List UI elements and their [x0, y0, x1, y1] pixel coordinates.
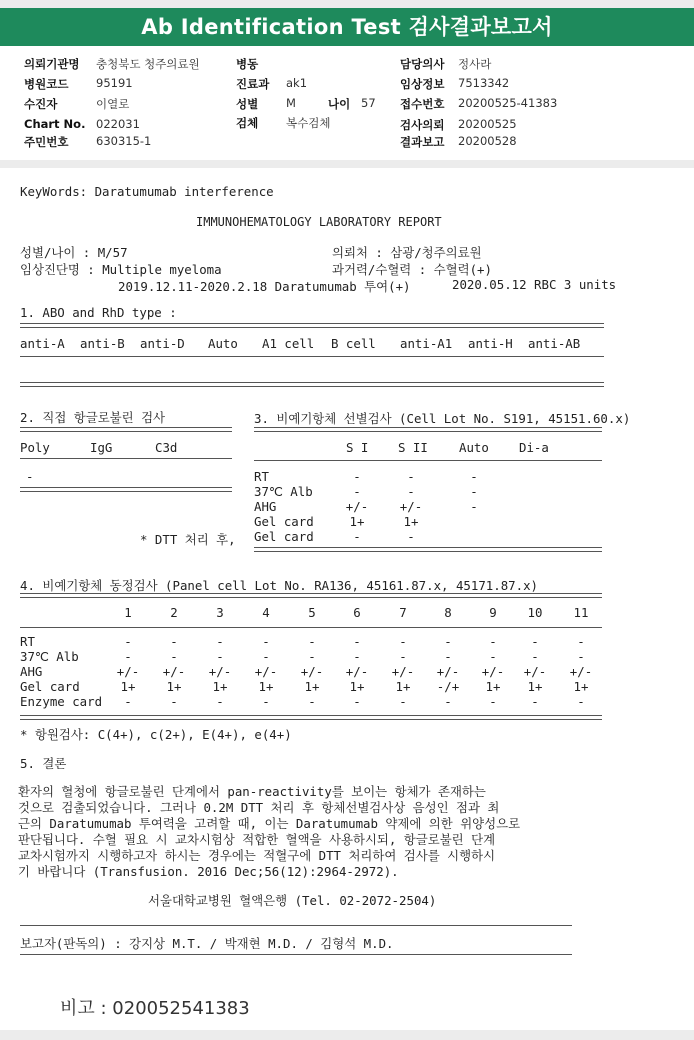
transfusion: 2020.05.12 RBC 3 units: [452, 277, 617, 292]
s1-h-anti-a: anti-A: [20, 336, 65, 351]
chart-value: 022031: [96, 117, 140, 131]
s4-cell: +/-: [391, 664, 415, 679]
s3-row-label: Gel card: [254, 514, 314, 529]
s4-col-header: 3: [216, 605, 224, 620]
conclusion-line: 기 바랍니다 (Transfusion. 2016 Dec;56(12):2964-2972).: [18, 864, 399, 879]
keywords: KeyWords: Daratumumab interference: [20, 184, 274, 199]
test-label: 검체: [236, 116, 259, 130]
s4-cell: -: [353, 694, 361, 709]
conclusion-line: 것으로 검출되었습니다. 그러나 0.2M DTT 처리 후 항체선별검사상 음성인 점과 최: [18, 800, 500, 815]
id-label: 주민번호: [24, 135, 69, 149]
report-title: Ab Identification Test 검사결과보고서: [0, 8, 694, 46]
s3-row-label: AHG: [254, 499, 277, 514]
conclusion-line: 근의 Daratumumab 투여력을 고려할 때, 이는 Daratumumab 약제에 의한 위양성으로: [18, 816, 521, 831]
requested-label: 검사의뢰: [400, 118, 445, 132]
clinical-value: 7513342: [458, 76, 510, 90]
s3-h-s1: S I: [346, 440, 369, 455]
conclusion-line: 환자의 혈청에 항글로불린 단계에서 pan-reactivity를 보이는 항체가 존재하는: [18, 784, 486, 799]
divider: [20, 382, 604, 387]
s3-row-label: RT: [254, 469, 269, 484]
s3-title: 3. 비예기항체 선별검사 (Cell Lot No. S191, 45151.60.x): [254, 411, 631, 426]
s4-cell: 1+: [258, 679, 274, 694]
s1-h-anti-ab: anti-AB: [528, 336, 581, 351]
s3-cell: 1+: [403, 514, 419, 529]
s4-cell: -: [216, 634, 224, 649]
doctor-label: 담당의사: [400, 57, 445, 71]
s4-cell: +/-: [436, 664, 460, 679]
s4-cell: +/-: [116, 664, 140, 679]
reporters: 보고자(판독의) : 강지상 M.T. / 박재현 M.D. / 김형석 M.D.: [20, 936, 394, 951]
s4-cell: -: [577, 694, 585, 709]
dtt-note: * DTT 처리 후,: [140, 532, 236, 547]
s1-h-anti-a1: anti-A1: [400, 336, 453, 351]
divider: [20, 427, 232, 432]
s4-cell: -: [577, 634, 585, 649]
s1-h-a1cell: A1 cell: [262, 336, 315, 351]
s4-cell: 1+: [120, 679, 136, 694]
s4-col-header: 10: [527, 605, 543, 620]
s4-col-header: 11: [573, 605, 589, 620]
s4-cell: 1+: [166, 679, 182, 694]
s4-cell: -: [262, 634, 270, 649]
sex-age: 성별/나이 : M/57: [20, 245, 128, 260]
s4-cell: -: [308, 634, 316, 649]
sex-label: 성별: [236, 97, 259, 111]
patient-info-panel: [0, 46, 694, 160]
accession-label: 접수번호: [400, 97, 445, 111]
s1-title: 1. ABO and RhD type :: [20, 305, 177, 320]
lab-title: IMMUNOHEMATOLOGY LABORATORY REPORT: [196, 215, 442, 229]
divider: [20, 925, 572, 926]
s4-cell: -: [399, 634, 407, 649]
s3-h-dia: Di-a: [519, 440, 549, 455]
footnote: 비고 : 020052541383: [60, 998, 250, 1019]
s4-cell: -: [308, 694, 316, 709]
divider: [254, 460, 602, 461]
s4-col-header: 1: [124, 605, 132, 620]
s4-title: 4. 비예기항체 동정검사 (Panel cell Lot No. RA136, 45161.87.x, 45171.87.x): [20, 578, 539, 593]
s4-cell: -: [262, 649, 270, 664]
conclusion-line: 교차시험까지 시행하고자 하시는 경우에는 적혈구에 DTT 처리하여 검사를 시행하시: [18, 848, 496, 863]
s4-col-header: 7: [399, 605, 407, 620]
s3-row-label: 37℃ Alb: [254, 484, 313, 499]
s4-cell: -: [489, 694, 497, 709]
conclusion: [18, 784, 596, 880]
doctor-value: 정사라: [458, 57, 492, 71]
s4-cell: 1+: [395, 679, 411, 694]
s4-cell: -: [170, 649, 178, 664]
s3-cell: +/-: [345, 499, 369, 514]
s4-cell: -: [353, 634, 361, 649]
s2-h-igg: IgG: [90, 440, 113, 455]
blood-bank: 서울대학교병원 혈액은행 (Tel. 02-2072-2504): [148, 893, 437, 908]
s4-cell: -: [124, 634, 132, 649]
chart-label: Chart No.: [24, 117, 86, 131]
s4-cell: +/-: [208, 664, 232, 679]
s1-h-anti-b: anti-B: [80, 336, 125, 351]
s1-h-auto: Auto: [208, 336, 238, 351]
s2-value: -: [26, 469, 34, 484]
s3-cell: -: [470, 469, 478, 484]
diagnosis: 임상진단명 : Multiple myeloma: [20, 262, 222, 277]
divider: [20, 954, 572, 955]
divider: [20, 356, 604, 357]
hospital-value: 충청북도 청주의료원: [96, 57, 200, 71]
s1-h-anti-h: anti-H: [468, 336, 513, 351]
s4-cell: -: [399, 694, 407, 709]
divider: [20, 458, 232, 459]
s4-cell: +/-: [345, 664, 369, 679]
s4-cell: -: [489, 649, 497, 664]
s2-title: 2. 직접 항글로불린 검사: [20, 410, 166, 425]
s1-h-bcell: B cell: [331, 336, 376, 351]
s4-cell: -: [399, 649, 407, 664]
reported-label: 결과보고: [400, 135, 445, 149]
s3-cell: -: [353, 484, 361, 499]
s4-cell: +/-: [569, 664, 593, 679]
s4-row-label: Gel card: [20, 679, 80, 694]
divider: [20, 627, 602, 628]
s3-cell: 1+: [349, 514, 365, 529]
s4-cell: 1+: [304, 679, 320, 694]
s3-h-s2: S II: [398, 440, 428, 455]
s4-row-label: 37℃ Alb: [20, 649, 79, 664]
s4-cell: -: [170, 634, 178, 649]
s4-cell: 1+: [485, 679, 501, 694]
divider: [20, 593, 602, 598]
s4-cell: -/+: [436, 679, 460, 694]
s4-cell: -: [353, 649, 361, 664]
s4-cell: +/-: [162, 664, 186, 679]
s4-cell: -: [216, 649, 224, 664]
referrer: 의뢰처 : 삼광/청주의료원: [332, 245, 482, 260]
s4-cell: +/-: [300, 664, 324, 679]
s4-row-label: AHG: [20, 664, 43, 679]
s4-cell: -: [308, 649, 316, 664]
hospital-label: 의뢰기관명: [24, 57, 80, 71]
s4-col-header: 4: [262, 605, 270, 620]
s4-cell: 1+: [573, 679, 589, 694]
s4-cell: -: [531, 634, 539, 649]
s4-cell: -: [444, 634, 452, 649]
divider: [20, 487, 232, 492]
divider: [20, 323, 604, 328]
s4-cell: 1+: [349, 679, 365, 694]
s3-cell: -: [407, 469, 415, 484]
ward-label: 병동: [236, 57, 259, 71]
s4-cell: -: [444, 694, 452, 709]
s4-col-header: 2: [170, 605, 178, 620]
s2-h-c3d: C3d: [155, 440, 178, 455]
dept-label: 진료과: [236, 77, 270, 91]
clinical-label: 임상정보: [400, 77, 445, 91]
s4-cell: -: [124, 694, 132, 709]
id-value: 630315-1: [96, 134, 152, 148]
s4-cell: +/-: [523, 664, 547, 679]
s3-cell: -: [470, 499, 478, 514]
s4-cell: 1+: [527, 679, 543, 694]
s1-h-anti-d: anti-D: [140, 336, 185, 351]
s4-col-header: 9: [489, 605, 497, 620]
antigen-test: * 항원검사: C(4+), c(2+), E(4+), e(4+): [20, 727, 292, 742]
hospcode-value: 95191: [96, 76, 133, 90]
s3-cell: -: [353, 469, 361, 484]
s3-row-label: Gel card: [254, 529, 314, 544]
s5-title: 5. 결론: [20, 756, 67, 771]
s4-col-header: 6: [353, 605, 361, 620]
divider: [254, 427, 602, 432]
s3-cell: -: [407, 484, 415, 499]
s4-cell: -: [262, 694, 270, 709]
s4-cell: 1+: [212, 679, 228, 694]
sex-value: M: [286, 96, 296, 110]
s3-cell: +/-: [399, 499, 423, 514]
age-label: 나이: [328, 97, 351, 111]
s4-cell: -: [489, 634, 497, 649]
divider: [254, 547, 602, 552]
recipient-label: 수진자: [24, 97, 58, 111]
s3-cell: -: [353, 529, 361, 544]
treatment: 2019.12.11-2020.2.18 Daratumumab 투여(+): [118, 279, 411, 294]
s4-cell: -: [531, 694, 539, 709]
s4-col-header: 5: [308, 605, 316, 620]
s3-cell: -: [407, 529, 415, 544]
lab-report-sheet: [0, 168, 694, 1030]
s4-cell: -: [577, 649, 585, 664]
s4-row-label: Enzyme card: [20, 694, 103, 709]
s4-row-label: RT: [20, 634, 35, 649]
test-value: 복수검체: [286, 116, 331, 130]
s3-cell: -: [470, 484, 478, 499]
s4-cell: +/-: [481, 664, 505, 679]
dept-value: ak1: [286, 76, 308, 90]
s4-cell: -: [444, 649, 452, 664]
s4-cell: -: [170, 694, 178, 709]
accession-value: 20200525-41383: [458, 96, 558, 110]
s4-cell: -: [216, 694, 224, 709]
s4-cell: -: [531, 649, 539, 664]
hospcode-label: 병원코드: [24, 77, 69, 91]
conclusion-line: 판단됩니다. 수혈 필요 시 교차시험상 적합한 혈액을 사용하시되, 항글로불린 단계: [18, 832, 496, 847]
recipient-value: 이열로: [96, 97, 130, 111]
requested-value: 20200525: [458, 117, 517, 131]
divider: [20, 715, 602, 720]
s4-cell: +/-: [254, 664, 278, 679]
s3-h-auto: Auto: [459, 440, 489, 455]
s4-col-header: 8: [444, 605, 452, 620]
reported-value: 20200528: [458, 134, 517, 148]
s2-h-poly: Poly: [20, 440, 50, 455]
history: 과거력/수혈력 : 수혈력(+): [332, 262, 492, 277]
s4-cell: -: [124, 649, 132, 664]
age-value: 57: [361, 96, 376, 110]
